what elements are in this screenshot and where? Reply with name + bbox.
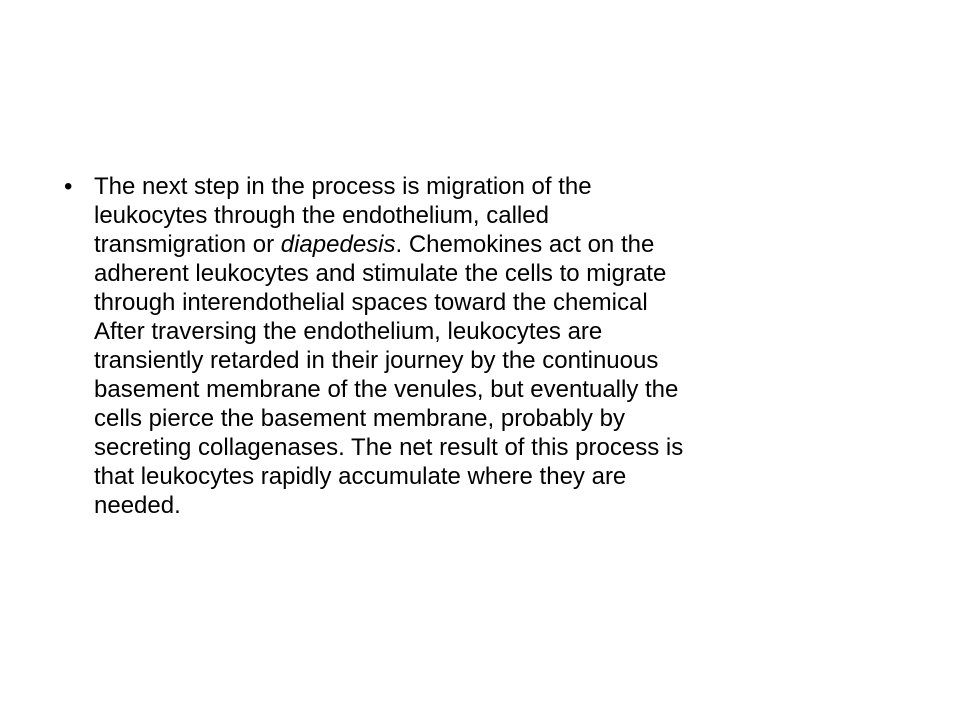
text-line-3 (94, 230, 912, 259)
text-line-1: The next step in the process is migration of the (94, 173, 592, 200)
text-line-2: leukocytes through the endothelium, called (94, 202, 549, 229)
text-run-plain: transmigration or (94, 231, 281, 258)
text-run-plain-2: . Chemokines act on the (395, 231, 655, 258)
bullet-item (62, 172, 912, 520)
text-line-10: secreting collagenases. The net result of this process is (94, 434, 684, 461)
text-line-5: through interendothelial spaces toward the chemical (94, 289, 648, 316)
text-run-italic-diapedesis: diapedesis (280, 231, 396, 258)
text-line-7: transiently retarded in their journey by the continuous (94, 347, 659, 374)
text-line-12: needed. (94, 492, 181, 519)
text-line-8: basement membrane of the venules, but eventually the (94, 376, 679, 403)
bullet-icon: • (64, 173, 73, 200)
text-line-4: adherent leukocytes and stimulate the cells to migrate (94, 260, 667, 287)
text-line-9: cells pierce the basement membrane, probably by (94, 405, 625, 432)
bullet-list (62, 172, 912, 520)
text-line-11: that leukocytes rapidly accumulate where they are (94, 463, 627, 490)
text-line-6: After traversing the endothelium, leukocytes are (94, 318, 603, 345)
